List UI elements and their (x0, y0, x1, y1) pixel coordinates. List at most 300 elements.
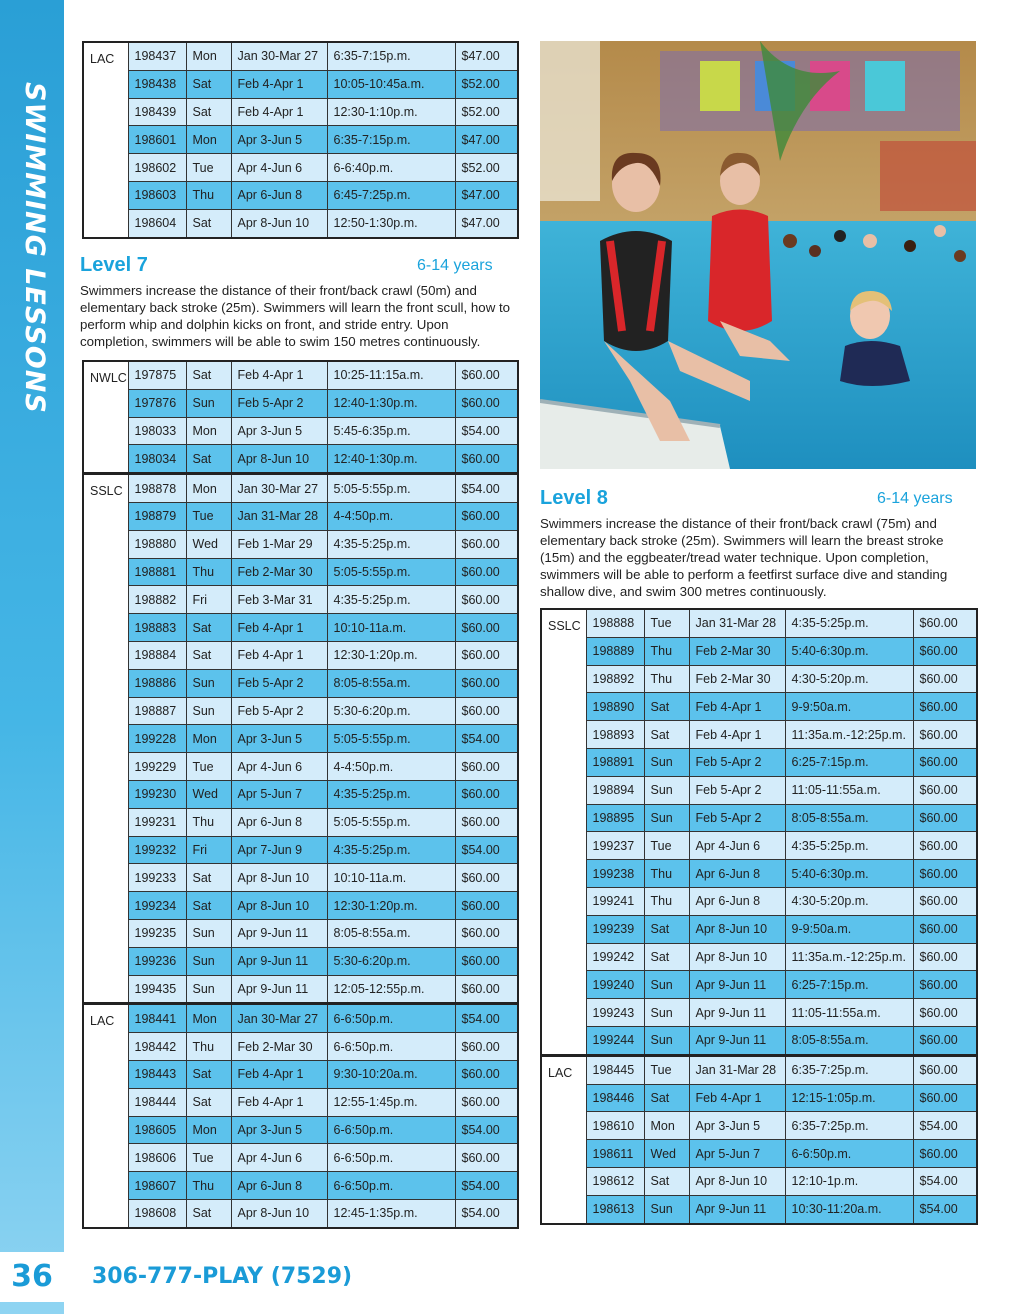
fee-cell: $47.00 (455, 126, 518, 154)
table-row (83, 126, 518, 154)
course-code-cell: 198884 (128, 641, 186, 669)
day-cell: Mon (186, 417, 231, 445)
table-row (83, 586, 518, 614)
day-cell: Thu (186, 1172, 231, 1200)
day-cell: Thu (186, 558, 231, 586)
time-cell: 12:55-1:45p.m. (327, 1088, 455, 1116)
day-cell: Tue (186, 1144, 231, 1172)
day-cell: Mon (186, 42, 231, 70)
dates-cell: Apr 8-Jun 10 (689, 1167, 785, 1195)
table-row (541, 1140, 977, 1168)
dates-cell: Feb 4-Apr 1 (231, 361, 327, 389)
time-cell: 5:40-6:30p.m. (785, 637, 913, 665)
fee-cell: $54.00 (455, 417, 518, 445)
table-row (541, 665, 977, 693)
location-group (83, 1004, 518, 1228)
time-cell: 4:35-5:25p.m. (327, 530, 455, 558)
fee-cell: $60.00 (455, 1144, 518, 1172)
day-cell: Sun (644, 971, 689, 999)
table-row (541, 943, 977, 971)
course-code-cell: 198887 (128, 697, 186, 725)
day-cell: Sun (644, 748, 689, 776)
time-cell: 6:45-7:25p.m. (327, 181, 455, 209)
time-cell: 4:35-5:25p.m. (327, 586, 455, 614)
fee-cell: $60.00 (913, 887, 977, 915)
fee-cell: $60.00 (455, 445, 518, 474)
course-code-cell: 198602 (128, 154, 186, 182)
table-row (83, 42, 518, 70)
dates-cell: Apr 4-Jun 6 (231, 753, 327, 781)
time-cell: 4:35-5:25p.m. (785, 609, 913, 637)
day-cell: Sat (186, 445, 231, 474)
day-cell: Tue (186, 753, 231, 781)
table-row (83, 975, 518, 1004)
table-row (83, 474, 518, 503)
day-cell: Sat (644, 943, 689, 971)
time-cell: 5:05-5:55p.m. (327, 725, 455, 753)
course-code-cell: 199239 (586, 915, 644, 943)
course-code-cell: 199241 (586, 887, 644, 915)
dates-cell: Apr 9-Jun 11 (689, 1026, 785, 1055)
table-row (83, 725, 518, 753)
table-row (83, 1199, 518, 1227)
location-group (541, 609, 977, 1055)
time-cell: 6-6:50p.m. (327, 1033, 455, 1061)
time-cell: 4:30-5:20p.m. (785, 665, 913, 693)
course-code-cell: 199235 (128, 919, 186, 947)
course-code-cell: 199230 (128, 780, 186, 808)
time-cell: 4:30-5:20p.m. (785, 887, 913, 915)
fee-cell: $60.00 (455, 558, 518, 586)
course-code-cell: 198878 (128, 474, 186, 503)
time-cell: 5:45-6:35p.m. (327, 417, 455, 445)
fee-cell: $52.00 (455, 70, 518, 98)
day-cell: Mon (186, 1116, 231, 1144)
time-cell: 6-6:50p.m. (327, 1116, 455, 1144)
course-code-cell: 197875 (128, 361, 186, 389)
dates-cell: Feb 3-Mar 31 (231, 586, 327, 614)
table-row (83, 947, 518, 975)
table-row (83, 1144, 518, 1172)
time-cell: 11:05-11:55a.m. (785, 776, 913, 804)
fee-cell: $60.00 (913, 999, 977, 1027)
location-group (83, 42, 518, 238)
day-cell: Mon (186, 474, 231, 503)
course-code-cell: 198611 (586, 1140, 644, 1168)
course-code-cell: 198601 (128, 126, 186, 154)
fee-cell: $60.00 (913, 776, 977, 804)
time-cell: 6:35-7:15p.m. (327, 42, 455, 70)
table-row (541, 1112, 977, 1140)
dates-cell: Apr 8-Jun 10 (231, 209, 327, 237)
table-row (541, 721, 977, 749)
day-cell: Sat (186, 1088, 231, 1116)
time-cell: 6:35-7:15p.m. (327, 126, 455, 154)
table-row (83, 669, 518, 697)
dates-cell: Feb 2-Mar 30 (689, 637, 785, 665)
fee-cell: $54.00 (913, 1167, 977, 1195)
dates-cell: Apr 5-Jun 7 (689, 1140, 785, 1168)
course-code-cell: 199233 (128, 864, 186, 892)
table-row (83, 864, 518, 892)
fee-cell: $60.00 (455, 864, 518, 892)
fee-cell: $60.00 (913, 1084, 977, 1112)
fee-cell: $47.00 (455, 42, 518, 70)
table-row (83, 361, 518, 389)
table-row (83, 836, 518, 864)
fee-cell: $54.00 (455, 836, 518, 864)
contact-phone: 306-777-PLAY (7529) (92, 1264, 353, 1289)
table-row (83, 892, 518, 920)
table-row (541, 609, 977, 637)
day-cell: Sat (186, 361, 231, 389)
day-cell: Mon (186, 126, 231, 154)
day-cell: Tue (644, 832, 689, 860)
table-row (83, 753, 518, 781)
course-code-cell: 199435 (128, 975, 186, 1004)
table-row (541, 1084, 977, 1112)
course-code-cell: 198034 (128, 445, 186, 474)
dates-cell: Jan 30-Mar 27 (231, 42, 327, 70)
course-code-cell: 198890 (586, 693, 644, 721)
location-group (83, 361, 518, 474)
table-row (541, 915, 977, 943)
fee-cell: $54.00 (455, 1199, 518, 1227)
location-group (83, 474, 518, 1004)
course-code-cell: 197876 (128, 389, 186, 417)
time-cell: 10:10-11a.m. (327, 864, 455, 892)
time-cell: 4:35-5:25p.m. (327, 836, 455, 864)
fee-cell: $60.00 (913, 693, 977, 721)
dates-cell: Apr 7-Jun 9 (231, 836, 327, 864)
course-code-cell: 198444 (128, 1088, 186, 1116)
day-cell: Sat (644, 915, 689, 943)
day-cell: Sat (186, 864, 231, 892)
course-code-cell: 198603 (128, 181, 186, 209)
table-row (83, 1172, 518, 1200)
dates-cell: Apr 9-Jun 11 (689, 1195, 785, 1223)
dates-cell: Feb 4-Apr 1 (231, 70, 327, 98)
dates-cell: Apr 8-Jun 10 (689, 915, 785, 943)
time-cell: 4-4:50p.m. (327, 753, 455, 781)
location-cell: LAC (83, 1004, 128, 1228)
day-cell: Sat (186, 641, 231, 669)
table-row (83, 154, 518, 182)
day-cell: Sat (186, 209, 231, 237)
course-code-cell: 198888 (586, 609, 644, 637)
fee-cell: $60.00 (913, 748, 977, 776)
time-cell: 6-6:50p.m. (327, 1144, 455, 1172)
time-cell: 8:05-8:55a.m. (785, 1026, 913, 1055)
day-cell: Sun (644, 776, 689, 804)
course-code-cell: 198606 (128, 1144, 186, 1172)
table-row (541, 999, 977, 1027)
fee-cell: $60.00 (455, 361, 518, 389)
dates-cell: Feb 5-Apr 2 (689, 804, 785, 832)
table-row (541, 637, 977, 665)
table-row (83, 780, 518, 808)
fee-cell: $60.00 (455, 502, 518, 530)
table-row (541, 1195, 977, 1223)
time-cell: 10:10-11a.m. (327, 614, 455, 642)
table-row (83, 389, 518, 417)
day-cell: Sat (186, 614, 231, 642)
course-code-cell: 199232 (128, 836, 186, 864)
dates-cell: Apr 3-Jun 5 (231, 417, 327, 445)
table-row (541, 832, 977, 860)
table-row (541, 748, 977, 776)
location-cell: LAC (541, 1055, 586, 1223)
fee-cell: $60.00 (913, 915, 977, 943)
course-code-cell: 198612 (586, 1167, 644, 1195)
dates-cell: Apr 6-Jun 8 (231, 181, 327, 209)
fee-cell: $60.00 (913, 637, 977, 665)
dates-cell: Apr 6-Jun 8 (689, 860, 785, 888)
course-code-cell: 198439 (128, 98, 186, 126)
course-code-cell: 198880 (128, 530, 186, 558)
fee-cell: $60.00 (455, 1060, 518, 1088)
dates-cell: Jan 31-Mar 28 (689, 1055, 785, 1084)
table-row (541, 971, 977, 999)
dates-cell: Feb 2-Mar 30 (231, 1033, 327, 1061)
sidebar-band (0, 0, 64, 1314)
fee-cell: $60.00 (455, 530, 518, 558)
dates-cell: Feb 4-Apr 1 (231, 641, 327, 669)
fee-cell: $60.00 (913, 665, 977, 693)
fee-cell: $60.00 (913, 804, 977, 832)
time-cell: 12:45-1:35p.m. (327, 1199, 455, 1227)
table-row (83, 1033, 518, 1061)
dates-cell: Apr 3-Jun 5 (231, 126, 327, 154)
day-cell: Thu (644, 860, 689, 888)
day-cell: Wed (186, 530, 231, 558)
dates-cell: Apr 9-Jun 11 (231, 975, 327, 1004)
day-cell: Sun (186, 389, 231, 417)
dates-cell: Feb 4-Apr 1 (231, 614, 327, 642)
time-cell: 6:25-7:15p.m. (785, 971, 913, 999)
fee-cell: $60.00 (455, 808, 518, 836)
dates-cell: Apr 4-Jun 6 (231, 154, 327, 182)
section-title: SWIMMING LESSONS (19, 82, 50, 414)
table-row (83, 614, 518, 642)
time-cell: 10:05-10:45a.m. (327, 70, 455, 98)
fee-cell: $47.00 (455, 209, 518, 237)
fee-cell: $60.00 (455, 669, 518, 697)
fee-cell: $60.00 (455, 975, 518, 1004)
table-row (83, 1004, 518, 1033)
pool-photo (540, 41, 976, 469)
time-cell: 12:40-1:30p.m. (327, 389, 455, 417)
dates-cell: Apr 6-Jun 8 (231, 1172, 327, 1200)
fee-cell: $54.00 (455, 725, 518, 753)
course-code-cell: 199243 (586, 999, 644, 1027)
day-cell: Wed (644, 1140, 689, 1168)
course-code-cell: 199238 (586, 860, 644, 888)
fee-cell: $60.00 (455, 389, 518, 417)
fee-cell: $60.00 (913, 1026, 977, 1055)
day-cell: Sun (186, 697, 231, 725)
day-cell: Thu (644, 887, 689, 915)
fee-cell: $60.00 (913, 832, 977, 860)
dates-cell: Feb 4-Apr 1 (231, 1060, 327, 1088)
fee-cell: $54.00 (913, 1112, 977, 1140)
dates-cell: Feb 4-Apr 1 (231, 98, 327, 126)
fee-cell: $60.00 (455, 586, 518, 614)
time-cell: 9-9:50a.m. (785, 693, 913, 721)
day-cell: Mon (644, 1112, 689, 1140)
dates-cell: Feb 4-Apr 1 (689, 693, 785, 721)
course-code-cell: 198613 (586, 1195, 644, 1223)
fee-cell: $60.00 (455, 780, 518, 808)
time-cell: 5:05-5:55p.m. (327, 558, 455, 586)
course-code-cell: 199240 (586, 971, 644, 999)
course-code-cell: 199242 (586, 943, 644, 971)
dates-cell: Feb 2-Mar 30 (689, 665, 785, 693)
location-cell: SSLC (83, 474, 128, 1004)
schedule-table-top (82, 41, 519, 239)
course-code-cell: 198605 (128, 1116, 186, 1144)
dates-cell: Apr 8-Jun 10 (231, 864, 327, 892)
course-code-cell: 198445 (586, 1055, 644, 1084)
dates-cell: Apr 8-Jun 10 (231, 1199, 327, 1227)
course-code-cell: 199234 (128, 892, 186, 920)
location-cell: SSLC (541, 609, 586, 1055)
course-code-cell: 198879 (128, 502, 186, 530)
course-code-cell: 198882 (128, 586, 186, 614)
course-code-cell: 198437 (128, 42, 186, 70)
day-cell: Sun (186, 947, 231, 975)
location-cell: LAC (83, 42, 128, 238)
dates-cell: Feb 1-Mar 29 (231, 530, 327, 558)
day-cell: Tue (186, 154, 231, 182)
course-code-cell: 198889 (586, 637, 644, 665)
day-cell: Sun (644, 1026, 689, 1055)
dates-cell: Apr 9-Jun 11 (231, 919, 327, 947)
day-cell: Sat (644, 1167, 689, 1195)
fee-cell: $60.00 (913, 721, 977, 749)
fee-cell: $60.00 (913, 860, 977, 888)
course-code-cell: 198438 (128, 70, 186, 98)
fee-cell: $54.00 (455, 1172, 518, 1200)
fee-cell: $60.00 (455, 892, 518, 920)
time-cell: 6:35-7:25p.m. (785, 1055, 913, 1084)
day-cell: Mon (186, 1004, 231, 1033)
dates-cell: Apr 8-Jun 10 (231, 445, 327, 474)
course-code-cell: 198895 (586, 804, 644, 832)
table-row (83, 502, 518, 530)
table-row (541, 860, 977, 888)
level7-description: Swimmers increase the distance of their front/back crawl (50m) and elementary back stroke (25m). Swimmers will learn the front scull, how to perform whip and dolphin kicks on front, and stride entry. Upon completion, swimmers will be able to swim 150 metres continuously. (80, 283, 511, 349)
time-cell: 12:40-1:30p.m. (327, 445, 455, 474)
time-cell: 4:35-5:25p.m. (785, 832, 913, 860)
course-code-cell: 198033 (128, 417, 186, 445)
fee-cell: $60.00 (455, 614, 518, 642)
table-row (83, 1088, 518, 1116)
table-row (83, 181, 518, 209)
time-cell: 5:30-6:20p.m. (327, 697, 455, 725)
time-cell: 12:30-1:20p.m. (327, 892, 455, 920)
table-row (83, 697, 518, 725)
time-cell: 12:30-1:20p.m. (327, 641, 455, 669)
fee-cell: $60.00 (913, 971, 977, 999)
level8-age: 6-14 years (877, 490, 953, 507)
dates-cell: Jan 31-Mar 28 (689, 609, 785, 637)
time-cell: 5:40-6:30p.m. (785, 860, 913, 888)
time-cell: 6:25-7:15p.m. (785, 748, 913, 776)
day-cell: Thu (186, 181, 231, 209)
time-cell: 8:05-8:55a.m. (327, 919, 455, 947)
fee-cell: $60.00 (455, 641, 518, 669)
table-row (83, 417, 518, 445)
time-cell: 12:50-1:30p.m. (327, 209, 455, 237)
dates-cell: Jan 30-Mar 27 (231, 474, 327, 503)
day-cell: Mon (186, 725, 231, 753)
time-cell: 12:10-1p.m. (785, 1167, 913, 1195)
course-code-cell: 198441 (128, 1004, 186, 1033)
day-cell: Sat (644, 693, 689, 721)
dates-cell: Jan 31-Mar 28 (231, 502, 327, 530)
course-code-cell: 198883 (128, 614, 186, 642)
table-row (541, 1055, 977, 1084)
page-number: 36 (0, 1252, 64, 1302)
fee-cell: $52.00 (455, 154, 518, 182)
table-row (83, 209, 518, 237)
course-code-cell: 198886 (128, 669, 186, 697)
day-cell: Thu (644, 637, 689, 665)
dates-cell: Jan 30-Mar 27 (231, 1004, 327, 1033)
fee-cell: $60.00 (913, 943, 977, 971)
table-row (83, 98, 518, 126)
time-cell: 4-4:50p.m. (327, 502, 455, 530)
day-cell: Sun (644, 804, 689, 832)
table-row (541, 887, 977, 915)
fee-cell: $60.00 (455, 753, 518, 781)
dates-cell: Apr 4-Jun 6 (231, 1144, 327, 1172)
time-cell: 12:30-1:10p.m. (327, 98, 455, 126)
fee-cell: $54.00 (913, 1195, 977, 1223)
dates-cell: Apr 8-Jun 10 (231, 892, 327, 920)
time-cell: 6:35-7:25p.m. (785, 1112, 913, 1140)
location-cell: NWLC (83, 361, 128, 474)
fee-cell: $52.00 (455, 98, 518, 126)
time-cell: 6-6:50p.m. (785, 1140, 913, 1168)
day-cell: Sun (644, 1195, 689, 1223)
table-row (541, 1167, 977, 1195)
day-cell: Tue (644, 609, 689, 637)
day-cell: Sat (186, 98, 231, 126)
table-row (83, 530, 518, 558)
time-cell: 5:05-5:55p.m. (327, 474, 455, 503)
course-code-cell: 198891 (586, 748, 644, 776)
table-row (83, 641, 518, 669)
course-code-cell: 198610 (586, 1112, 644, 1140)
time-cell: 11:35a.m.-12:25p.m. (785, 943, 913, 971)
time-cell: 6-6:50p.m. (327, 1172, 455, 1200)
table-row (83, 1060, 518, 1088)
level7-schedule-table (82, 360, 519, 1229)
level8-description: Swimmers increase the distance of their front/back crawl (75m) and elementary back stroke (25m). Swimmers will learn the breast stroke (15m) and the eggbeater/tread water technique. Upon completion, swimmers will be able to perform a feetfirst surface dive and standing shallow dive, and swim 300 metres continuously. (540, 516, 948, 599)
dates-cell: Apr 3-Jun 5 (231, 725, 327, 753)
course-code-cell: 199228 (128, 725, 186, 753)
table-row (83, 919, 518, 947)
course-code-cell: 198607 (128, 1172, 186, 1200)
time-cell: 12:15-1:05p.m. (785, 1084, 913, 1112)
time-cell: 10:25-11:15a.m. (327, 361, 455, 389)
course-code-cell: 199244 (586, 1026, 644, 1055)
fee-cell: $60.00 (455, 919, 518, 947)
table-row (541, 1026, 977, 1055)
time-cell: 8:05-8:55a.m. (327, 669, 455, 697)
